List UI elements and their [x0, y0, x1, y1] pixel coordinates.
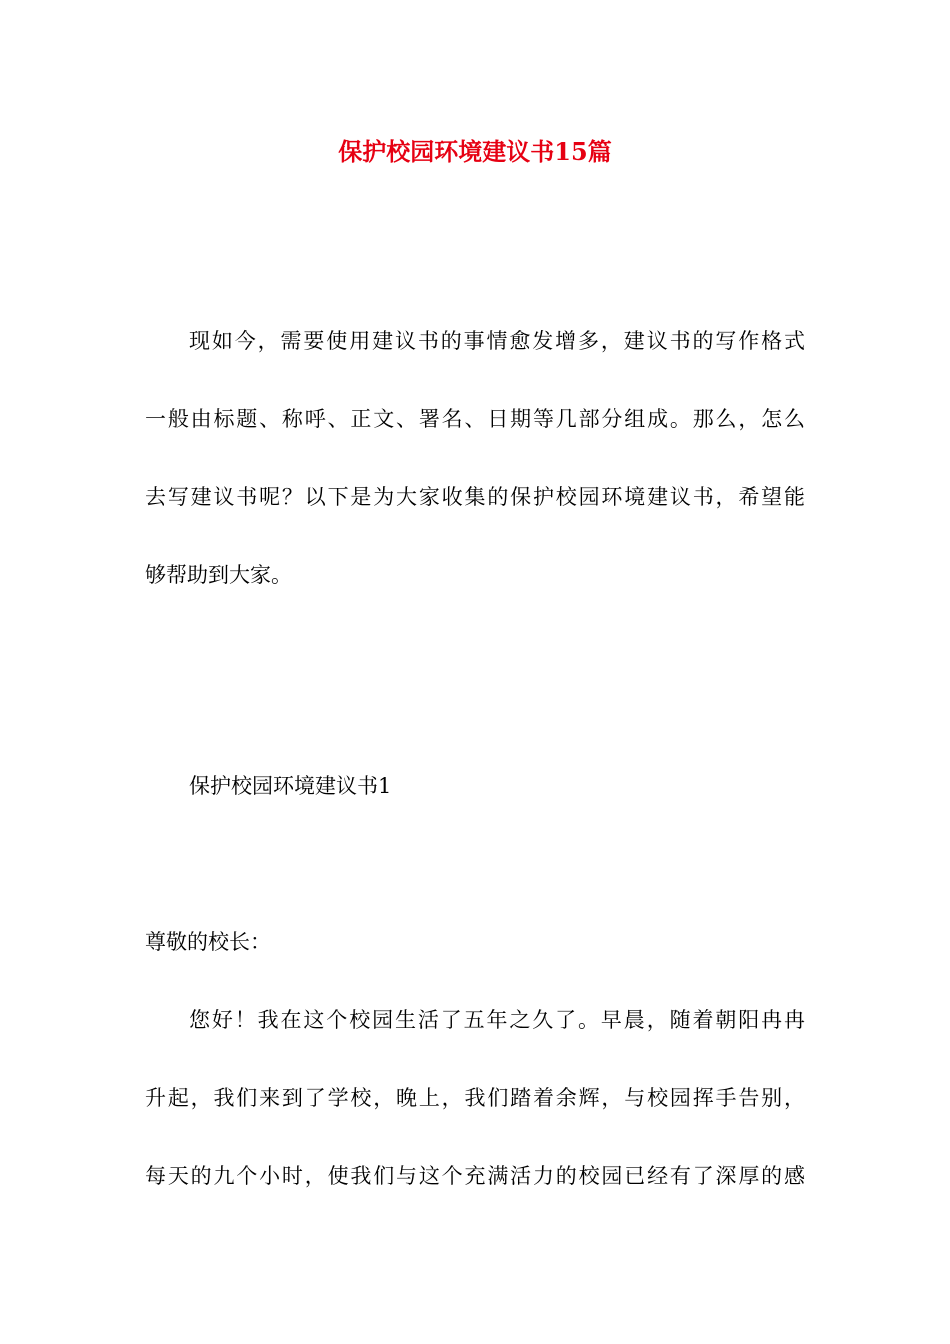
section-title: 保护校园环境建议书1: [189, 774, 392, 798]
body-paragraph: [145, 981, 805, 1215]
intro-line: 够帮助到大家。: [145, 563, 292, 587]
body-line: 升起，我们来到了学校，晚上，我们踏着余辉，与校园挥手告别，: [145, 1086, 805, 1110]
body-line: 每天的九个小时，使我们与这个充满活力的校园已经有了深厚的感: [145, 1164, 805, 1188]
intro-line: 去写建议书呢？以下是为大家收集的保护校园环境建议书，希望能: [145, 485, 805, 509]
intro-paragraph: [145, 302, 805, 614]
salutation: 尊敬的校长：: [145, 930, 271, 954]
body-line: 您好！我在这个校园生活了五年之久了。早晨，随着朝阳冉冉: [189, 1008, 805, 1032]
intro-line: 一般由标题、称呼、正文、署名、日期等几部分组成。那么，怎么: [145, 407, 805, 431]
intro-line: 现如今，需要使用建议书的事情愈发增多，建议书的写作格式: [189, 329, 805, 353]
document-title: 保护校园环境建议书15篇: [338, 137, 612, 166]
